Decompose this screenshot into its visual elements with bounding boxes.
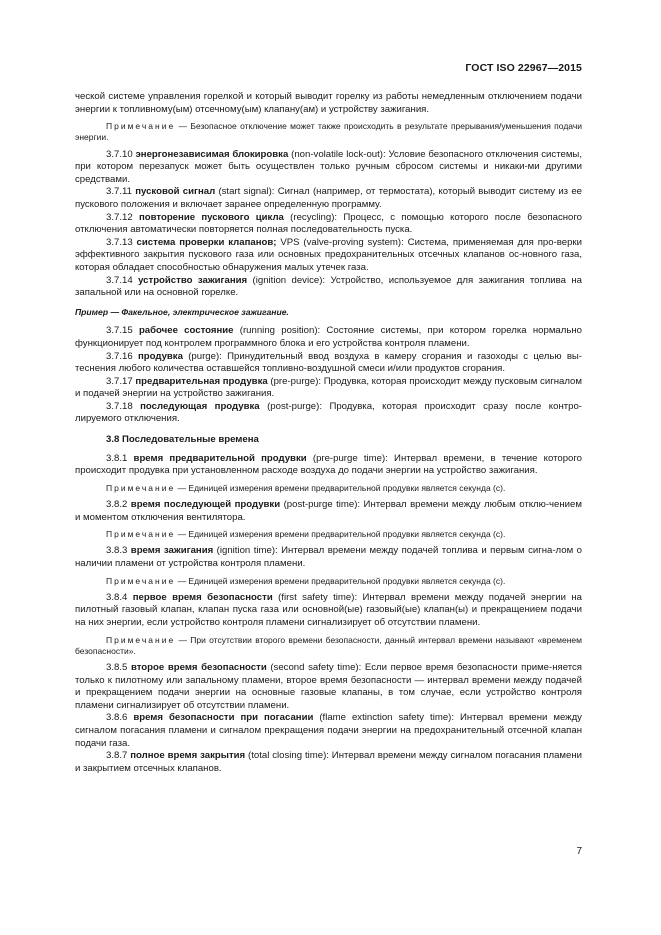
term-name: время последующей продувки [130, 499, 281, 511]
term-name: время безопасности при погасании [133, 712, 314, 724]
term-number: 3.7.10 [106, 148, 136, 160]
term-name: рабочее состояние [138, 325, 234, 337]
term-definition: (purge): Принудительный ввод воздуха в камеру сгорания и газоходы с целью вы-теснения любого количества оставшейся топливно-воздушной смеси и/или продуктов сгорания. [75, 350, 582, 375]
term-3-8-3 [75, 545, 582, 570]
term-name: время предварительной продувки [133, 452, 307, 464]
term-name: устройство зажигания [138, 274, 248, 286]
note [75, 483, 582, 494]
note-text: — Безопасное отключение может также происходить в результате прерывания/уменьшения подачи энергии. [75, 121, 582, 143]
term-definition: (non-volatile lock-out): Условие безопасного отключения системы, при котором перезапуск может быть осуществлен только ручным сбросом системы и никаки-ми другими средствами. [75, 148, 582, 185]
term-number: 3.8.4 [106, 591, 133, 603]
term-definition: (total closing time): Интервал времени между сигналом погасания пламени и закрытием отсечных клапанов. [75, 750, 582, 774]
term-3-8-1 [75, 453, 582, 478]
section-heading: 3.8 Последовательные времена [106, 434, 259, 446]
term-3-8-4 [75, 592, 582, 630]
term-name: последующая продувка [140, 400, 260, 412]
term-number: 3.7.12 [106, 211, 139, 223]
note-text: — При отсутствии второго времени безопасности, данный интервал времени называют «временем безопасности». [75, 634, 582, 656]
term-number: 3.8.2 [106, 499, 131, 511]
document-header: ГОСТ ISO 22967—2015 [465, 62, 582, 74]
term-number: 3.8.1 [106, 452, 134, 464]
term-3-7-16 [75, 351, 582, 376]
term-number: 3.7.14 [106, 274, 139, 286]
term-3-7-12 [75, 212, 582, 237]
note-label: Примечание [106, 575, 176, 586]
page-number: 7 [576, 846, 582, 857]
term-name: полное время закрытия [130, 750, 246, 762]
term-3-7-11 [75, 186, 582, 211]
term-3-8-5 [75, 662, 582, 712]
term-name: система проверки клапанов; [136, 236, 277, 248]
term-name: первое время безопасности [132, 591, 273, 603]
term-3-7-10 [75, 149, 582, 187]
term-name: второе время безопасности [130, 662, 267, 674]
term-definition: (ignition time): Интервал времени между подачей топлива и первым сигна-лом о наличии пламени от устройства контроля пламени. [75, 545, 582, 570]
note-text: — Единицей измерения времени предварительной продувки является секунда (с). [175, 575, 506, 586]
term-name: повторение пускового цикла [138, 211, 284, 223]
note-label: Примечание [106, 634, 176, 645]
note-label: Примечание [106, 482, 176, 493]
term-name: энергонезависимая блокировка [135, 148, 289, 160]
term-number: 3.7.15 [106, 325, 139, 337]
note [75, 121, 582, 143]
note [75, 635, 582, 657]
term-name: продувка [137, 350, 183, 362]
term-number: 3.7.18 [106, 400, 141, 412]
term-3-7-14 [75, 275, 582, 300]
note-text: — Единицей измерения времени предварительной продувки является секунда (с). [175, 529, 506, 540]
term-3-8-2 [75, 499, 582, 524]
term-number: 3.8.5 [106, 662, 131, 674]
term-number: 3.7.16 [106, 350, 138, 362]
term-definition: (ignition device): Устройство, используемое для зажигания топлива на запальной или на основной горелке. [75, 274, 582, 299]
term-name: время зажигания [130, 545, 214, 557]
term-definition: (post-purge time): Интервал времени между любым отклю-чением и моментом отключения вентилятора. [75, 499, 582, 523]
term-definition: (post-purge): Продувка, которая происходит сразу после контро-лируемого отключения. [75, 400, 583, 425]
paragraph-continued: ческой системе управления горелкой и который выводит горелку из работы немедленным отключением подачи энергии к топливному(ым) отсечному(ым) клапану(ам) и устройству зажигания. [75, 91, 582, 115]
term-definition: (second safety time): Если первое время безопасности приме-няется только к пилотному или запальному пламени, второе время безопасности — интервал времени между подачей и прекращением подачи энергии на основные газовые клапаны, в том случае, если устройство контроля пламени сигнализирует об отсутствии пламени. [75, 662, 582, 711]
term-definition: (pre-purge time): Интервал времени, в течение которого происходит продувка при установленном расходе воздуха до подачи энергии на устройство зажигания. [75, 452, 583, 477]
term-number: 3.7.17 [106, 375, 136, 387]
term-definition: (recycling): Процесс, с помощью которого после безопасного отключения автоматически повторяется полная последовательность пуска. [75, 211, 583, 236]
term-3-7-18 [75, 401, 582, 426]
term-number: 3.8.6 [106, 712, 134, 724]
note-text: — Единицей измерения времени предварительной продувки является секунда (с). [175, 482, 506, 493]
term-number: 3.7.13 [106, 236, 137, 248]
term-definition: (running position): Состояние системы, при котором горелка нормально функционирует под контролем программного блока и его устройства контроля пламени. [75, 325, 582, 349]
term-number: 3.8.3 [106, 545, 131, 557]
term-number: 3.8.7 [106, 750, 131, 762]
example: Пример — Факельное, электрическое зажигание. [75, 306, 289, 317]
term-definition: (first safety time): Интервал времени между подачей энергии на пилотный газовый клапан, клапан пуска газа или основной(ые) газовый(ые) клапан(ы) и прекращением подачи на них энергии, если устройство контроля пламени сигнализирует об отсутствии пламени. [75, 591, 582, 629]
term-3-8-7 [75, 750, 582, 775]
term-definition: (flame extinction safety time): Интервал времени между сигналом погасания пламени и сигналом прекращения подачи энергии на предохранительный отсечной клапан подачи газа. [75, 712, 582, 749]
term-3-8-6 [75, 712, 582, 750]
note-label: Примечание [106, 529, 176, 540]
term-3-7-15 [75, 325, 582, 350]
term-3-7-17 [75, 376, 582, 401]
term-definition: (start signal): Сигнал (например, от термостата), который выводит систему из ее пускового положения и включает заранее определенную программу. [75, 186, 582, 210]
note [75, 529, 582, 540]
term-definition: VPS (valve-proving system): Система, применяемая для про-верки эффективного закрытия пускового газа или основных предохранительных отсечных клапанов ос-новного газа, которая обладает способностью обнаружения малых утечек газа. [75, 236, 582, 273]
note-label: Примечание [106, 121, 176, 132]
term-name: пусковой сигнал [135, 186, 216, 198]
note [75, 576, 582, 587]
term-definition: (pre-purge): Продувка, которая происходит между пусковым сигналом и подачей энергии на устройство зажигания. [75, 375, 582, 400]
term-number: 3.7.11 [106, 186, 136, 198]
document-body [75, 91, 582, 775]
term-name: предварительная продувка [135, 375, 268, 387]
term-3-7-13 [75, 237, 582, 275]
